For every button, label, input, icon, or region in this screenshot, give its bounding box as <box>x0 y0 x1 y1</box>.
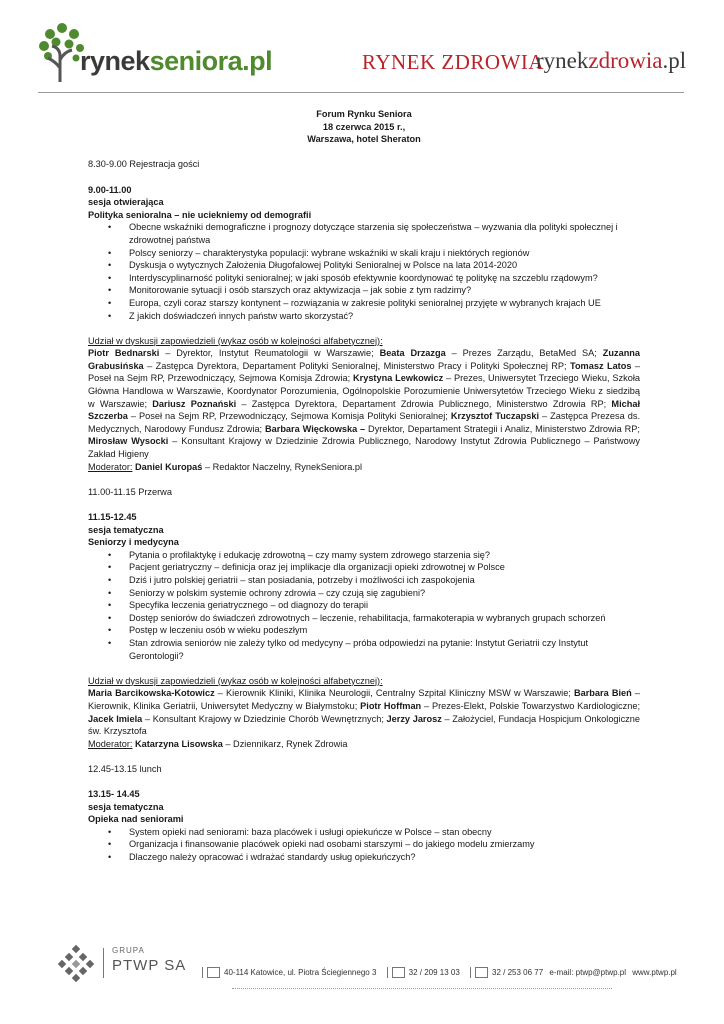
footer-contact <box>198 967 681 978</box>
lunch-line: 12.45-13.15 lunch <box>88 763 162 774</box>
footer-phone: 32 / 209 13 03 <box>408 967 460 977</box>
list-item: • Dlaczego należy opracować i wdrażać standardy usług opiekuńczych? <box>88 851 640 864</box>
list-item: • System opieki nad seniorami: baza placówek i usługi opiekuńcze w Polsce – stan obecny <box>88 826 640 839</box>
session3-time: 13.15- 14.45 <box>88 789 140 800</box>
footer-fax: 32 / 253 06 77 <box>492 967 544 977</box>
list-item: • Monitorowanie sytuacji i osób starszych oraz aktywizacja – jak sobie z tym radzimy? <box>88 284 640 297</box>
footer-grupa: GRUPA <box>112 946 145 955</box>
rynekzdrowia-logo: RYNEK ZDROWIA <box>362 50 545 74</box>
list-item: • Polscy seniorzy – charakterystyka populacji: wybrane wskaźniki w skali kraju i niektórych regionów <box>88 247 640 260</box>
footer-company: PTWP SA <box>112 957 187 974</box>
session2-time: 11.15-12.45 <box>88 512 137 522</box>
session1-type: sesja otwierająca <box>88 197 164 208</box>
footer-email[interactable]: e-mail: ptwp@ptwp.pl <box>549 967 627 977</box>
footer-www[interactable]: www.ptwp.pl <box>632 967 677 977</box>
page-footer <box>0 940 724 1000</box>
session3-title: Opieka nad seniorami <box>88 814 184 825</box>
session2-title: Seniorzy i medycyna <box>88 537 179 548</box>
list-item: • Dostęp seniorów do świadczeń zdrowotnych – leczenie, rehabilitacja, farmakoterapia w wybranych grupach schorzeń <box>88 612 640 625</box>
session3-bullets <box>88 826 640 864</box>
list-item: • Pacjent geriatryczny – definicja oraz jej implikacje dla organizacji opieki zdrowotnej w Polsce <box>88 561 640 574</box>
envelope-icon <box>207 967 220 978</box>
session2-participants-header: Udział w dyskusji zapowiedzieli (wykaz osób w kolejności alfabetycznej): <box>88 675 383 686</box>
list-item: • Interdyscyplinarność polityki senioralnej; w jaki sposób efektywnie koordynować tę politykę na szczeblu rządowym? <box>88 272 640 285</box>
event-venue: Warszawa, hotel Sheraton <box>307 134 421 145</box>
ptwp-logo-icon <box>56 944 96 984</box>
session1-participants: Piotr Bednarski – Dyrektor, Instytut Reumatologii w Warszawie; Beata Drzazga – Prezes Zarządu, BetaMed SA; Zuzanna Grabusińska – Zastępca Dyrektora, Departament Polityki Senioralnej, Ministerstwo Pracy i Polityki Społecznej RP; Tomasz Latos – Poseł na Sejm RP, Przewodniczący, Sejmowa Komisja Zdrowia; Krystyna Lewkowicz – Prezes, Uniwersytet Trzeciego Wieku, Szkoła Główna Handlowa w Warszawie, Koordynator Porozumienia, Ogólnopolskie Porozumienie Uniwersytetów Trzeciego Wieku z siedzibą w Warszawie; Dariusz Poznański – Zastępca Dyrektora, Departament Zdrowia Publicznego, Ministerstwo Zdrowia RP; Michał Szczerba – Poseł na Sejm RP, Przewodniczący, Sejmowa Komisja Polityki Senioralnej; Krzysztof Tuczapski – Zastępca Prezesa ds. Medycznych, Narodowy Fundusz Zdrowia; Barbara Więckowska – Dyrektor, Departament Strategii i Analiz, Ministerstwo Zdrowia RP; Mirosław Wysocki – Konsultant Krajowy w Dziedzinie Zdrowia Publicznego, Narodowy Instytut Zdrowia Publicznego – Państwowy Zakład Higieny <box>88 348 641 460</box>
list-item: • Seniorzy w polskim systemie ochrony zdrowia – czy czują się zagubieni? <box>88 587 640 600</box>
event-date: 18 czerwca 2015 r., <box>322 121 406 132</box>
tree-icon <box>36 22 86 86</box>
footer-address: 40-114 Katowice, ul. Piotra Ściegiennego 3 <box>224 967 377 977</box>
list-item: • Z jakich doświadczeń innych państw warto skorzystać? <box>88 310 640 323</box>
session1-time: 9.00-11.00 <box>88 184 132 195</box>
header-divider <box>38 92 684 93</box>
session1-title: Polityka senioralna – nie uciekniemy od demografii <box>88 209 312 220</box>
list-item: • Postęp w leczeniu osób w wieku podeszłym <box>88 624 640 637</box>
rynekseniora-logo <box>36 22 276 86</box>
agenda-content <box>88 108 640 864</box>
footer-dotted-line <box>232 988 612 990</box>
phone-icon <box>392 967 405 978</box>
session1-bullets <box>88 221 640 322</box>
break-line: 11.00-11.15 Przerwa <box>88 486 172 497</box>
rynekseniora-wordmark: rynekseniora.pl <box>80 46 273 76</box>
session2-moderator: Moderator: Katarzyna Lisowska – Dziennikarz, Rynek Zdrowia <box>88 738 348 749</box>
session2-type: sesja tematyczna <box>88 524 164 535</box>
registration-line: 8.30-9.00 Rejestracja gości <box>88 159 200 170</box>
session2-participants: Maria Barcikowska-Kotowicz – Kierownik Kliniki, Klinika Neurologii, Centralny Szpital Kliniczny MSW w Warszawie; Barbara Bień – Kierownik, Klinika Geriatrii, Uniwersytet Medyczny w Białymstoku; Piotr Hoffman – Prezes-Elekt, Polskie Towarzystwo Kardiologiczne; Jacek Imiela – Konsultant Krajowy w Dziedzinie Chorób Wewnętrznych; Jerzy Jarosz – Założyciel, Fundacja Hospicjum Onkologiczne św. Krzysztofa <box>88 688 640 737</box>
list-item: • Dziś i jutro polskiej geriatrii – stan posiadania, potrzeby i możliwości ich zaspokojenia <box>88 574 640 587</box>
list-item: • Pytania o profilaktykę i edukację zdrowotną – czy mamy system zdrowego starzenia się? <box>88 549 640 562</box>
session3-type: sesja tematyczna <box>88 801 164 812</box>
fax-icon <box>475 967 488 978</box>
page-header <box>0 0 724 96</box>
session2-bullets <box>88 549 640 662</box>
rynekzdrowia-url-logo: rynekzdrowia.pl <box>536 48 687 73</box>
list-item: • Organizacja i finansowanie placówek opieki nad osobami starszymi – do jakiego modelu zmierzamy <box>88 838 640 851</box>
event-title: Forum Rynku Seniora <box>316 109 412 119</box>
list-item: • Dyskusja o wytycznych Założenia Długofalowej Polityki Senioralnej w Polsce na lata 2014-2020 <box>88 259 640 272</box>
list-item: • Stan zdrowia seniorów nie zależy tylko od medycyny – próba odpowiedzi na pytanie: Instytut Geriatrii czy Instytut Gerontologii? <box>88 637 640 662</box>
footer-separator <box>103 948 104 978</box>
list-item: • Europa, czyli coraz starszy kontynent – rozwiązania w zakresie polityki senioralnej przyjęte w wybranych krajach UE <box>88 297 640 310</box>
session1-moderator: Moderator: Daniel Kuropaś – Redaktor Naczelny, RynekSeniora.pl <box>88 461 363 472</box>
list-item: • Specyfika leczenia geriatrycznego – od diagnozy do terapii <box>88 599 640 612</box>
list-item: • Obecne wskaźniki demograficzne i prognozy dotyczące starzenia się społeczeństwa – wyzwania dla polityki społecznej i zdrowotnej państwa <box>88 221 640 246</box>
session1-participants-header: Udział w dyskusji zapowiedzieli (wykaz osób w kolejności alfabetycznej): <box>88 335 383 346</box>
